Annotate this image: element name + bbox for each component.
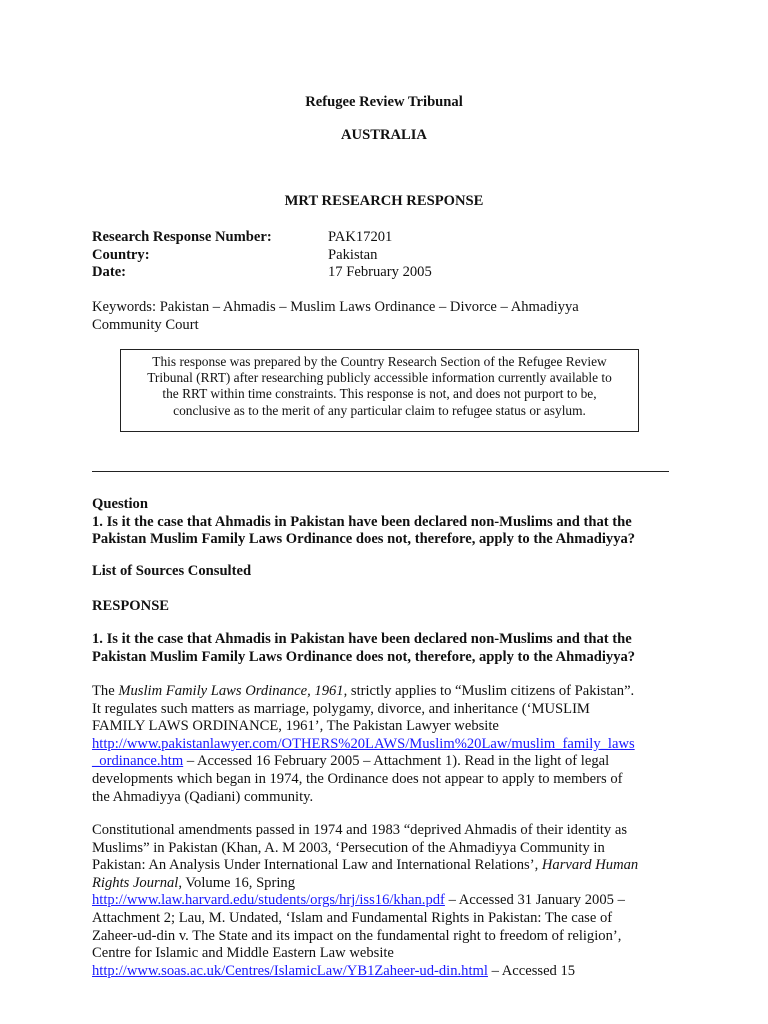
keywords: [92, 299, 682, 334]
meta-value: PAK17201: [328, 229, 393, 245]
response-question-text: 1. Is it the case that Ahmadis in Pakistan have been declared non-Muslims and that the: [92, 631, 632, 647]
response-paragraph-1: [92, 683, 682, 806]
para-line: Rights Journal, Volume 16, Spring: [92, 874, 295, 891]
para-line: Zaheer-ud-din v. The State and its impact on the fundamental right to freedom of religion’,: [92, 927, 622, 944]
meta-label: Research Response Number:: [92, 229, 272, 245]
pakistanlawyer-link[interactable]: http://www.pakistanlawyer.com/OTHERS%20LAWS/Muslim%20Law/muslim_family_laws: [92, 735, 635, 752]
org-title: Refugee Review Tribunal: [305, 94, 463, 110]
disclaimer-line: the RRT within time constraints. This response is not, and does not purport to be,: [162, 386, 597, 402]
disclaimer-line: This response was prepared by the Country Research Section of the Refugee Review: [152, 354, 607, 369]
keywords-line: Community Court: [92, 316, 199, 333]
response-heading: RESPONSE: [92, 598, 170, 614]
meta-block: [92, 229, 432, 282]
question-section: [92, 496, 682, 549]
para-line: The Muslim Family Laws Ordinance, 1961, strictly applies to “Muslim citizens of Pakistan”.: [92, 683, 635, 699]
question-heading: Question: [92, 496, 148, 512]
disclaimer-line: Tribunal (RRT) after researching publicly accessible information currently available to: [147, 370, 612, 386]
horizontal-divider: [92, 471, 669, 472]
meta-value: 17 February 2005: [328, 264, 432, 281]
para-line: Muslims” in Pakistan (Khan, A. M 2003, ‘Persecution of the Ahmadiyya Community in: [92, 839, 605, 856]
meta-label: Country:: [92, 246, 150, 263]
para-line: FAMILY LAWS ORDINANCE, 1961’, The Pakistan Lawyer website: [92, 718, 499, 735]
para-line: Constitutional amendments passed in 1974 and 1983 “deprived Ahmadis of their identity as: [92, 822, 628, 838]
para-line: _ordinance.htm – Accessed 16 February 2005 – Attachment 1). Read in the light of legal: [92, 753, 610, 770]
meta-label: Date:: [92, 264, 127, 281]
country-title: AUSTRALIA: [341, 127, 427, 143]
meta-row-date: [92, 264, 432, 282]
soas-link[interactable]: http://www.soas.ac.uk/Centres/IslamicLaw/YB1Zaheer-ud-din.html: [92, 962, 488, 979]
para-line: Attachment 2; Lau, M. Undated, ‘Islam and Fundamental Rights in Pakistan: The case of: [92, 909, 613, 926]
doc-title: MRT RESEARCH RESPONSE: [284, 193, 484, 209]
meta-value: Pakistan: [328, 246, 378, 263]
question-text: 1. Is it the case that Ahmadis in Pakistan have been declared non-Muslims and that the: [92, 513, 632, 530]
pakistanlawyer-link-cont[interactable]: _ordinance.htm: [92, 753, 184, 770]
meta-row-country: [92, 247, 432, 265]
response-paragraph-2: [92, 822, 682, 980]
para-line: developments which began in 1974, the Ordinance does not appear to apply to members of: [92, 770, 623, 787]
keywords-line: Keywords: Pakistan – Ahmadis – Muslim Laws Ordinance – Divorce – Ahmadiyya: [92, 299, 579, 315]
disclaimer-box: [120, 349, 639, 432]
para-line: It regulates such matters as marriage, polygamy, divorce, and inheritance (‘MUSLIM: [92, 700, 590, 717]
para-line: http://www.soas.ac.uk/Centres/IslamicLaw/YB1Zaheer-ud-din.html – Accessed 15: [92, 962, 576, 979]
response-question: [92, 631, 682, 666]
para-line: http://www.law.harvard.edu/students/orgs/hrj/iss16/khan.pdf – Accessed 31 January 2005 –: [92, 892, 625, 909]
meta-row-number: [92, 229, 432, 247]
para-line: Centre for Islamic and Middle Eastern Law website: [92, 945, 394, 962]
para-line: [92, 736, 682, 754]
question-text: Pakistan Muslim Family Laws Ordinance does not, therefore, apply to the Ahmadiyya?: [92, 531, 636, 548]
disclaimer-line: conclusive as to the merit of any particular claim to refugee status or asylum.: [173, 402, 586, 418]
response-question-text: Pakistan Muslim Family Laws Ordinance does not, therefore, apply to the Ahmadiyya?: [92, 648, 636, 665]
para-line: Pakistan: An Analysis Under International Law and International Relations’, Harvard Human: [92, 857, 639, 874]
harvard-link[interactable]: http://www.law.harvard.edu/students/orgs/hrj/iss16/khan.pdf: [92, 892, 445, 909]
sources-heading: List of Sources Consulted: [92, 563, 252, 579]
para-line: the Ahmadiyya (Qadiani) community.: [92, 788, 314, 805]
